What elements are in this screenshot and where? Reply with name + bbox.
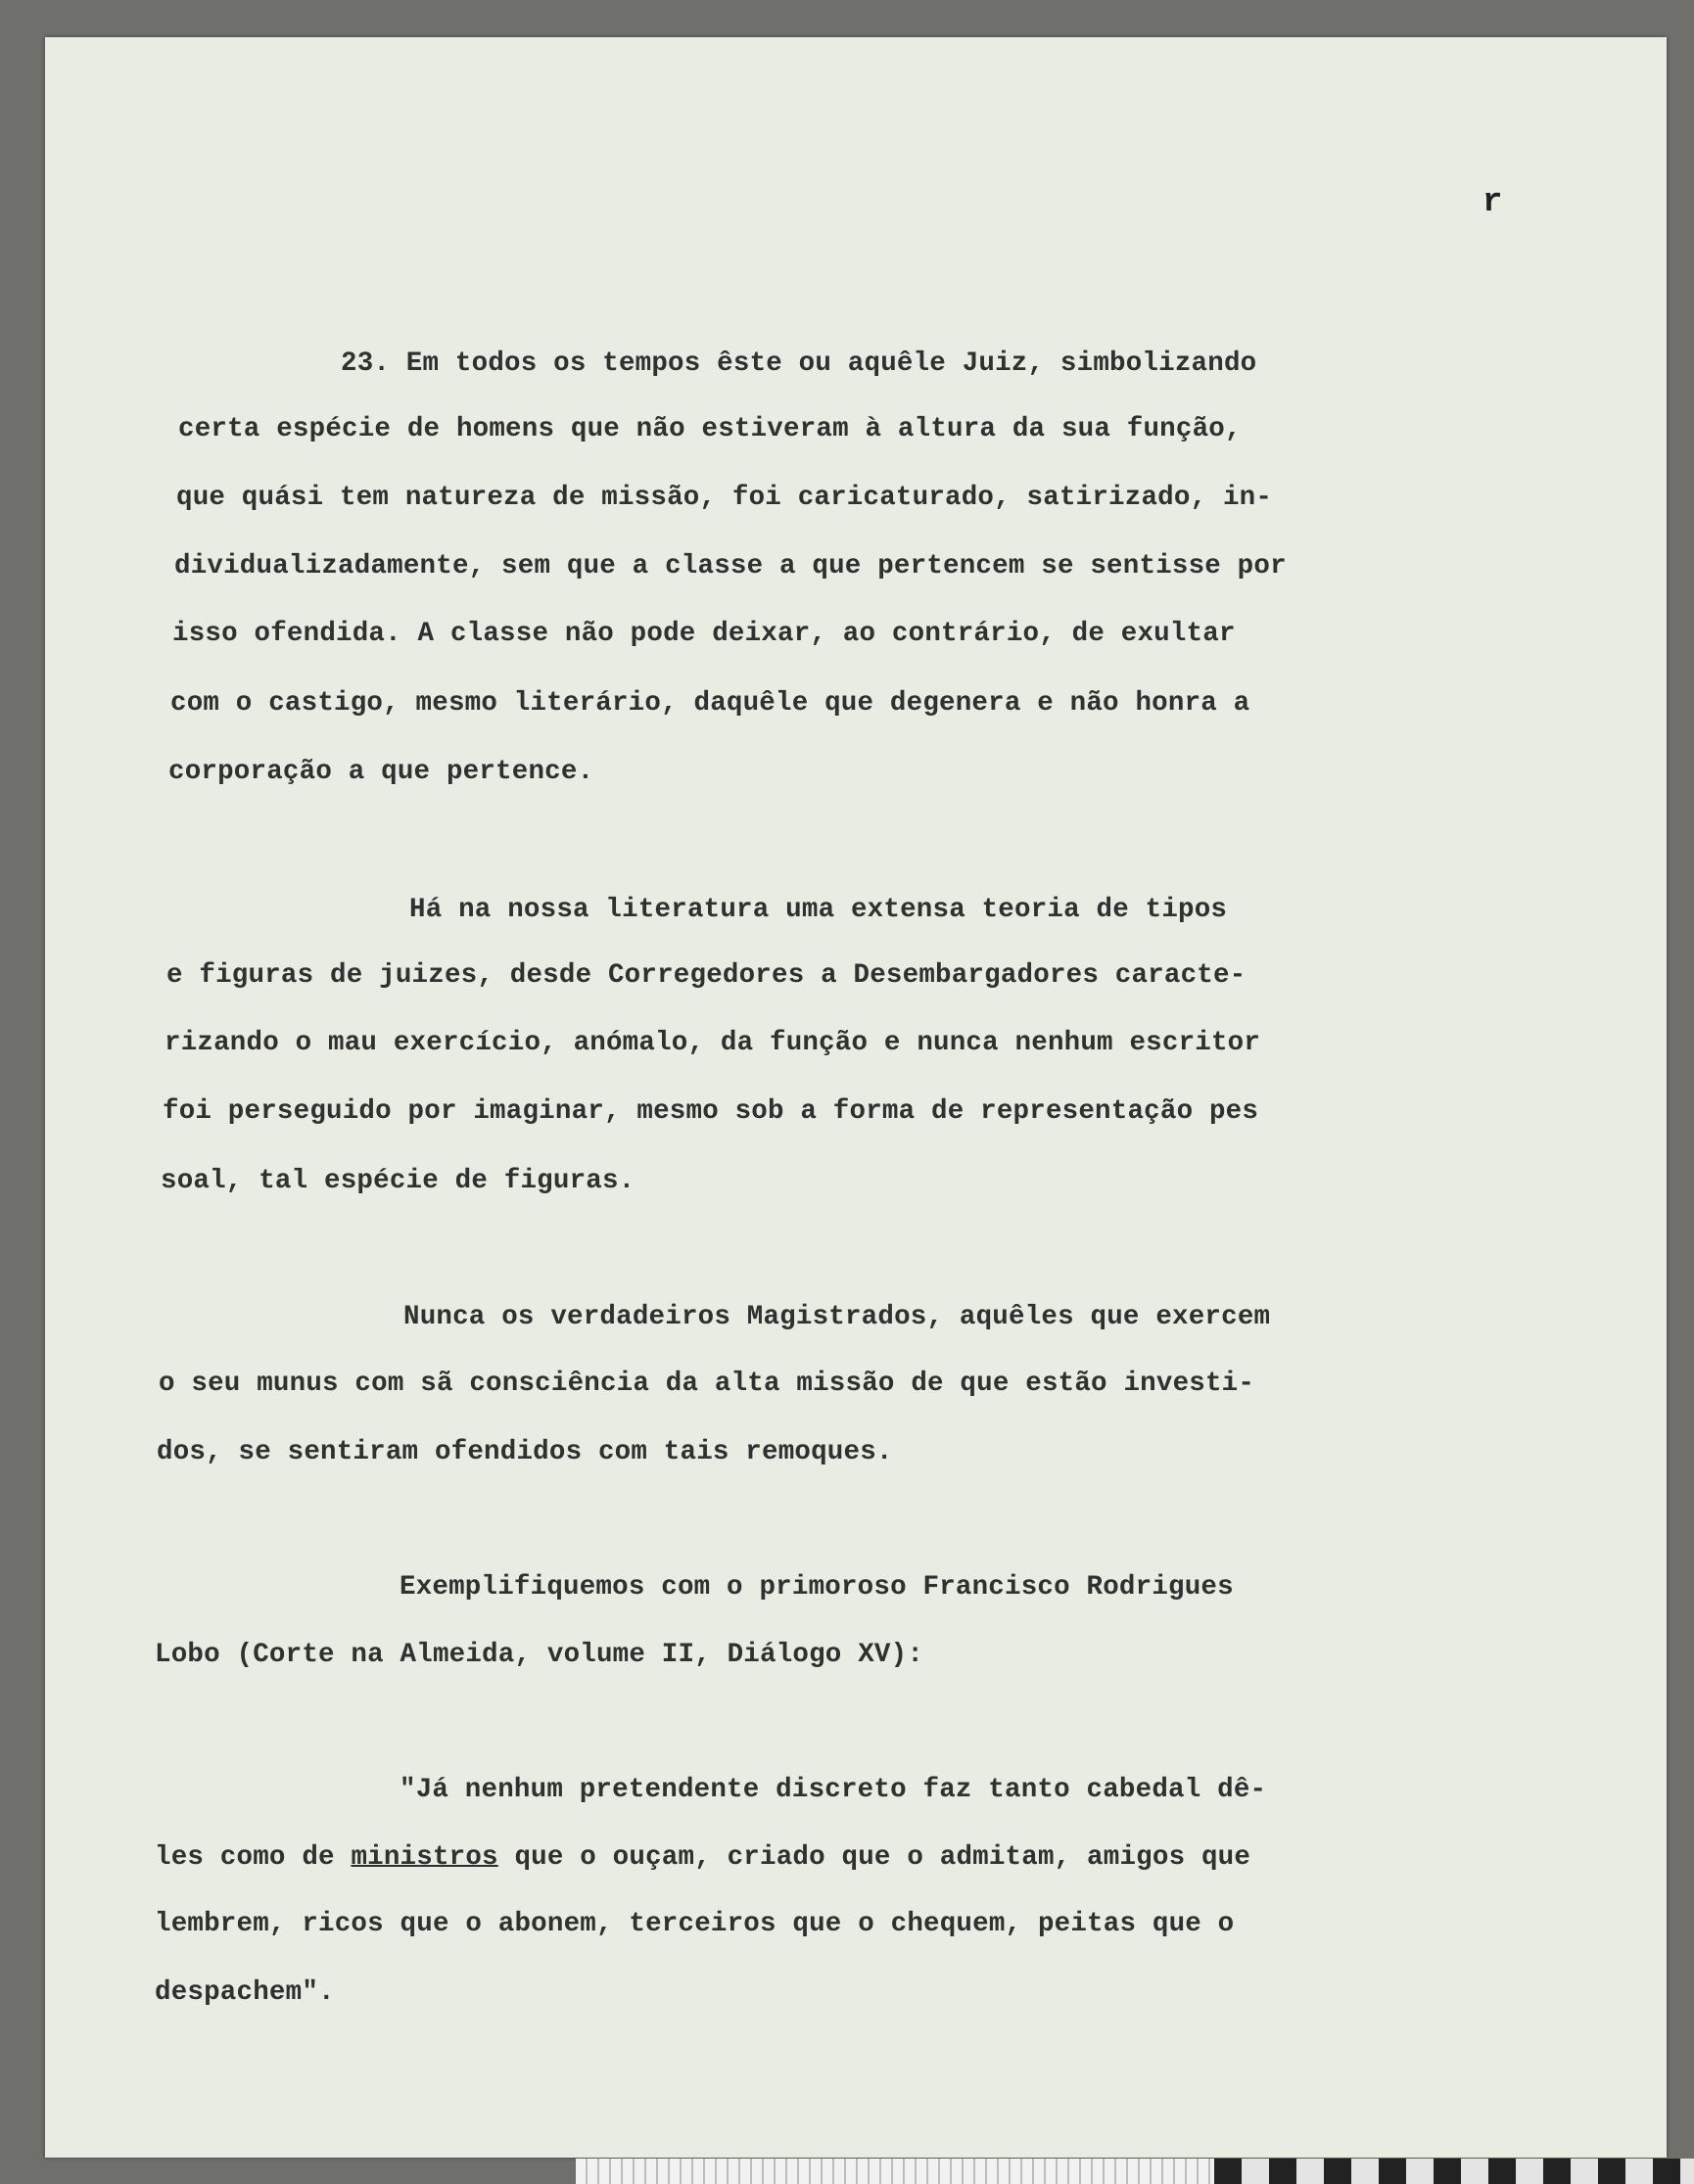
paragraph-4-line-1: Exemplifiquemos com o primoroso Francisco Rodrigues <box>400 1572 1234 1603</box>
quote-line-2 <box>155 1842 1250 1873</box>
paragraph-4-line-2: Lobo (Corte na Almeida, volume II, Diálogo XV): <box>155 1640 924 1670</box>
paragraph-1-line-4: dividualizadamente, sem que a classe a que pertencem se sentisse por <box>174 551 1287 581</box>
paragraph-1-line-2: certa espécie de homens que não estiveram à altura da sua função, <box>178 414 1242 444</box>
paragraph-1-line-5: isso ofendida. A classe não pode deixar, ao contrário, de exultar <box>172 619 1236 649</box>
document-page <box>45 37 1667 2158</box>
quote-line-2-start: les como de <box>155 1842 352 1873</box>
paragraph-1-line-3: que quási tem natureza de missão, foi caricaturado, satirizado, in- <box>176 483 1273 513</box>
quote-line-3: lembrem, ricos que o abonem, terceiros que o chequem, peitas que o <box>155 1909 1235 1939</box>
quote-line-2-end: que o ouçam, criado que o admitam, amigos que <box>497 1842 1251 1873</box>
quote-line-4: despachem". <box>155 1977 335 2008</box>
paragraph-2-line-4: foi perseguido por imaginar, mesmo sob a forma de representação pes <box>163 1096 1259 1127</box>
paragraph-2-line-2: e figuras de juizes, desde Corregedores a Desembargadores caracte- <box>166 960 1247 991</box>
paragraph-3-line-3: dos, se sentiram ofendidos com tais remoques. <box>157 1437 893 1467</box>
paragraph-1-line-7: corporação a que pertence. <box>168 757 594 787</box>
paragraph-2-line-5: soal, tal espécie de figuras. <box>161 1166 635 1196</box>
corner-mark: r <box>1482 184 1503 221</box>
underlined-word-ministros: ministros <box>351 1842 498 1873</box>
paragraph-2-line-3: rizando o mau exercício, anómalo, da função e nunca nenhum escritor <box>165 1028 1261 1058</box>
paragraph-3-line-1: Nunca os verdadeiros Magistrados, aquêles que exercem <box>403 1302 1271 1332</box>
paragraph-1-line-6: com o castigo, mesmo literário, daquêle que degenera e não honra a <box>170 688 1250 719</box>
color-calibration-strip <box>1214 2159 1694 2184</box>
paragraph-2-line-1: Há na nossa literatura uma extensa teoria de tipos <box>409 895 1228 925</box>
paragraph-3-line-2: o seu munus com sã consciência da alta missão de que estão investi- <box>159 1369 1255 1399</box>
paragraph-1-line-1: 23. Em todos os tempos êste ou aquêle Juiz, simbolizando <box>341 349 1257 379</box>
quote-line-1: "Já nenhum pretendente discreto faz tanto cabedal dê- <box>400 1775 1267 1805</box>
